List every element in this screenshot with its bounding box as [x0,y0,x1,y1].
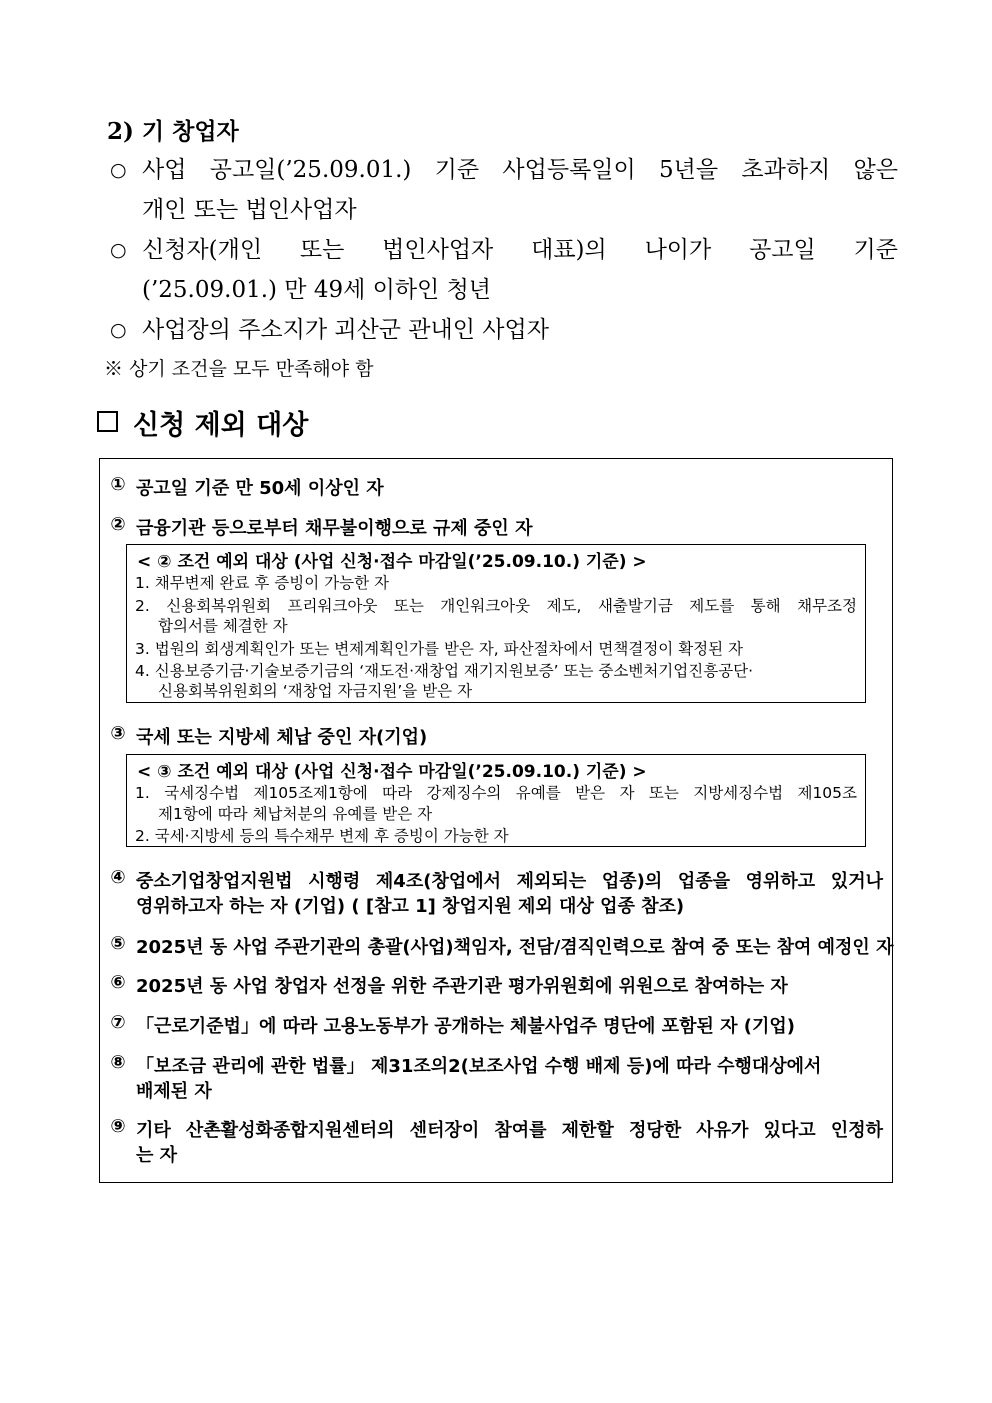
exclusion-item-4 [108,867,883,917]
item-text: 기타 산촌활성화종합지원센터의 센터장이 참여를 제한할 정당한 사유가 있다고 인정하 [136,1120,883,1141]
item-text: 중소기업창업지원법 시행령 제4조(창업에서 제외되는 업종)의 업종을 영위하고 있거나 [136,871,883,892]
exception-heading: < ③ 조건 예외 대상 (사업 신청·접수 마감일(’25.09.10.) 기준) > [137,762,647,782]
item-number: ⑦ [110,1012,126,1033]
exception-line: 4. 신용보증기금·기술보증기금의 ‘재도전·재창업 재기지원보증’ 또는 중소벤처기업진흥공단· [135,662,754,680]
item-text: 「근로기준법」에 따라 고용노동부가 공개하는 체불사업주 명단에 포함된 자 (기업) [136,1016,795,1037]
bullet-line: 신청자(개인 또는 법인사업자 대표)의 나이가 공고일 기준 [142,237,898,263]
bullet-applicant-age [0,230,992,310]
item-number: ⑨ [110,1116,126,1137]
bullet-line: (’25.09.01.) 만 49세 이하인 청년 [142,277,492,303]
item-number: ③ [110,723,126,744]
exception-heading: < ② 조건 예외 대상 (사업 신청·접수 마감일(’25.09.10.) 기준) > [137,552,647,572]
item-number: ④ [110,867,126,888]
exception-line: 3. 법원의 회생계획인가 또는 변제계획인가를 받은 자, 파산절차에서 면책결정이 확정된 자 [135,640,744,658]
bullet-line: 사업장의 주소지가 괴산군 관내인 사업자 [142,317,549,343]
item-number: ⑥ [110,972,126,993]
exception-line: 1. 국세징수법 제105조제1항에 따라 강제징수의 유예를 받은 자 또는 지방세징수법 제105조 [135,784,857,802]
item-number: ① [110,474,126,495]
exception-line: 1. 채무변제 완료 후 증빙이 가능한 자 [135,574,389,592]
exception-line: 2. 국세·지방세 등의 특수채무 변제 후 증빙이 가능한 자 [135,827,509,845]
checkbox-square-icon [97,411,118,432]
bullet-mark: ○ [110,239,127,261]
section-heading: 2) 기 창업자 [107,118,239,145]
item-text: 영위하고자 하는 자 (기업) ( [참고 1] 창업지원 제외 대상 업종 참조) [136,896,685,917]
bullet-line: 개인 또는 법인사업자 [142,197,357,223]
bullet-mark: ○ [110,319,127,341]
bullet-line: 사업 공고일(’25.09.01.) 기준 사업등록일이 5년을 초과하지 않은 [142,157,898,183]
exception-line: 제1항에 따라 체납처분의 유예를 받은 자 [158,805,433,823]
bullet-business-registration [0,150,992,230]
exception-box-3 [126,754,866,847]
exception-box-2 [126,544,866,703]
item-number: ⑧ [110,1052,126,1073]
exception-line: 2. 신용회복위원회 프리워크아웃 또는 개인워크아웃 제도, 새출발기금 제도를 통해 채무조정 [135,597,857,615]
item-text: 공고일 기준 만 50세 이상인 자 [136,478,384,499]
item-text: 2025년 동 사업 창업자 선정을 위한 주관기관 평가위원회에 위원으로 참여하는 자 [136,976,788,997]
item-text: 금융기관 등으로부터 채무불이행으로 규제 중인 자 [136,518,533,539]
item-text: 「보조금 관리에 관한 법률」 제31조의2(보조사업 수행 배제 등)에 따라 수행대상에서 [136,1056,822,1077]
item-number: ② [110,514,126,535]
item-text: 배제된 자 [136,1081,212,1102]
bullet-mark: ○ [110,159,127,181]
conditions-note: ※ 상기 조건을 모두 만족해야 함 [104,358,374,380]
exception-line: 신용회복위원회의 ‘재창업 자금지원’을 받은 자 [158,682,473,700]
item-text: 국세 또는 지방세 체납 중인 자(기업) [136,727,428,748]
exception-line: 합의서를 체결한 자 [158,617,288,635]
item-text: 2025년 동 사업 주관기관의 총괄(사업)책임자, 전담/겸직인력으로 참여 중 또는 참여 예정인 자 [136,937,894,958]
item-text: 는 자 [136,1145,178,1166]
item-number: ⑤ [110,933,126,954]
bullet-business-location [0,310,992,350]
exclusion-title: 신청 제외 대상 [133,410,309,441]
exclusion-item-9 [108,1116,883,1166]
